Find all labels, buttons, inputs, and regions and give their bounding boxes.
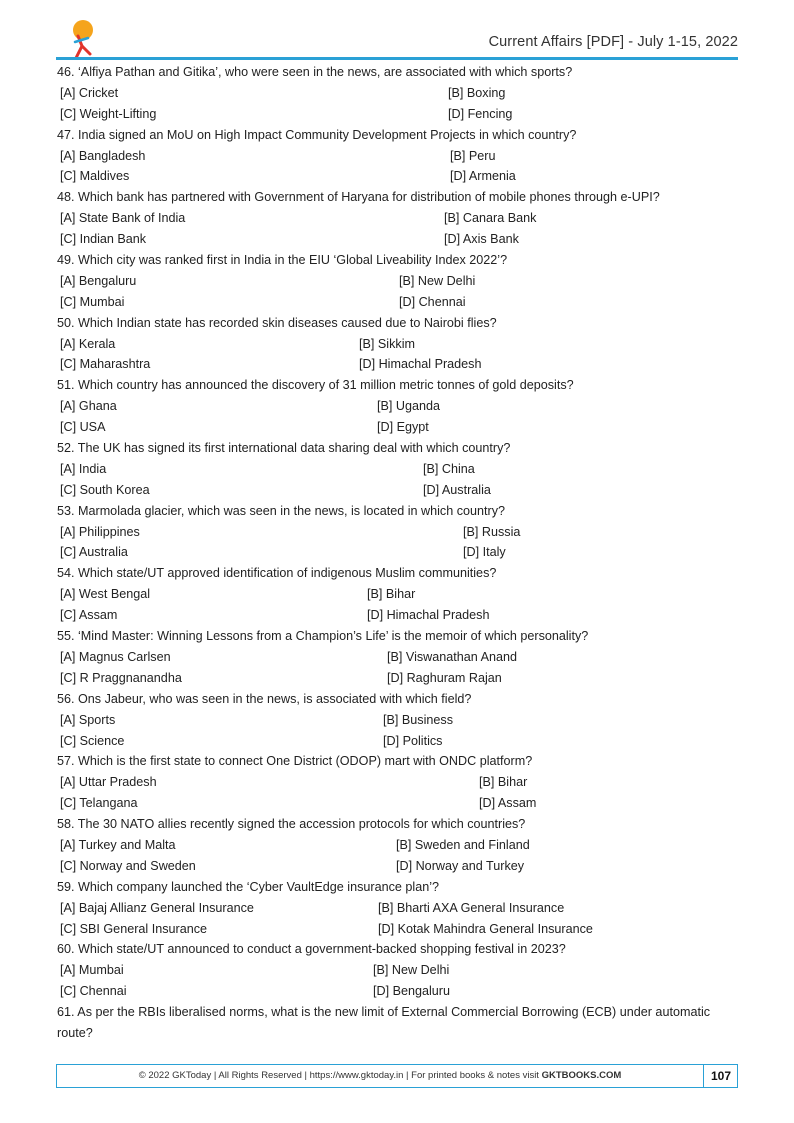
option-b: [B] Bihar [367, 587, 416, 602]
option-d: [D] Bengaluru [373, 984, 451, 999]
option-row [57, 772, 741, 793]
gktoday-logo [66, 18, 100, 62]
option-a: [A] Magnus Carlsen [60, 649, 171, 664]
header-title: Current Affairs [PDF] - July 1-15, 2022 [488, 34, 738, 50]
option-row [57, 146, 741, 167]
option-a: [A] Cricket [60, 85, 119, 100]
option-row [57, 480, 741, 501]
option-row [57, 334, 741, 355]
option-b: [B] Russia [463, 524, 521, 539]
option-c: [C] South Korea [60, 482, 150, 497]
option-row [57, 584, 741, 605]
question-text: 50. Which Indian state has recorded skin diseases caused due to Nairobi flies? [57, 315, 497, 330]
footer-site-link[interactable]: GKTBOOKS.COM [541, 1070, 622, 1081]
option-row [57, 271, 741, 292]
option-b: [B] Peru [450, 148, 496, 163]
option-a: [A] Bengaluru [60, 273, 137, 288]
option-c: [C] Science [60, 733, 125, 748]
option-row [57, 354, 741, 375]
question-text: 55. ‘Mind Master: Winning Lessons from a Champion’s Life’ is the memoir of which personality? [57, 629, 589, 644]
option-b: [B] Uganda [377, 399, 441, 414]
question-text: 46. ‘Alfiya Pathan and Gitika’, who were seen in the news, are associated with which sports? [57, 65, 573, 79]
option-d: [D] Himachal Pradesh [367, 608, 490, 623]
option-d: [D] Armenia [450, 169, 516, 184]
question-text: 48. Which bank has partnered with Government of Haryana for distribution of mobile phones through e-UPI? [57, 190, 660, 205]
option-a: [A] Sports [60, 712, 116, 727]
footer [56, 1064, 738, 1088]
option-c: [C] Chennai [60, 984, 127, 999]
option-d: [D] Assam [479, 796, 537, 811]
option-a: [A] India [60, 461, 107, 476]
option-row [57, 605, 741, 626]
option-b: [B] Boxing [448, 85, 506, 100]
option-d: [D] Australia [423, 482, 491, 497]
question-text: 47. India signed an MoU on High Impact Community Development Projects in which country? [57, 127, 577, 142]
option-b: [B] Viswanathan Anand [387, 649, 518, 664]
option-d: [D] Politics [383, 733, 443, 748]
option-a: [A] Bajaj Allianz General Insurance [60, 900, 254, 915]
option-d: [D] Axis Bank [444, 232, 519, 247]
option-b: [B] Canara Bank [444, 211, 537, 226]
option-a: [A] Ghana [60, 399, 117, 414]
option-c: [C] Indian Bank [60, 232, 147, 247]
option-c: [C] Telangana [60, 796, 138, 811]
option-b: [B] China [423, 461, 475, 476]
option-row [57, 166, 741, 187]
page-number: 107 [710, 1069, 732, 1083]
option-row [57, 793, 741, 814]
option-b: [B] New Delhi [399, 273, 476, 288]
option-a: [A] Bangladesh [60, 148, 146, 163]
option-row [57, 919, 741, 940]
question-text: 49. Which city was ranked first in India in the EIU ‘Global Liveability Index 2022’? [57, 253, 508, 268]
option-c: [C] Maharashtra [60, 357, 151, 372]
option-a: [A] Philippines [60, 524, 140, 539]
question-text: 59. Which company launched the ‘Cyber VaultEdge insurance plan’? [57, 879, 440, 894]
option-c: [C] Australia [60, 545, 128, 560]
option-row [57, 981, 741, 1002]
option-b: [B] Sweden and Finland [396, 837, 530, 852]
option-row [57, 83, 741, 104]
option-row [57, 710, 741, 731]
option-c: [C] R Praggnanandha [60, 670, 182, 685]
option-c: [C] Weight-Lifting [60, 106, 157, 121]
question-text: 60. Which state/UT announced to conduct a government-backed shopping festival in 2023? [57, 942, 566, 957]
header-divider [56, 57, 738, 60]
question-list [57, 62, 741, 1044]
option-row [57, 668, 741, 689]
question-text: 58. The 30 NATO allies recently signed the accession protocols for which countries? [57, 817, 526, 832]
option-d: [D] Raghuram Rajan [387, 670, 502, 685]
option-d: [D] Himachal Pradesh [359, 357, 482, 372]
question-text: 61. As per the RBIs liberalised norms, what is the new limit of External Commercial Borrowing (ECB) under automatic route? [57, 1005, 711, 1040]
question-text: 52. The UK has signed its first international data sharing deal with which country? [57, 441, 511, 456]
option-row [57, 542, 741, 563]
option-a: [A] Mumbai [60, 963, 124, 978]
option-d: [D] Norway and Turkey [396, 858, 525, 873]
footer-divider [703, 1065, 704, 1087]
option-b: [B] Business [383, 712, 453, 727]
option-a: [A] West Bengal [60, 587, 151, 602]
option-row [57, 417, 741, 438]
option-row [57, 229, 741, 250]
question-text: 57. Which is the first state to connect One District (ODOP) mart with ONDC platform? [57, 754, 533, 769]
question-text: 53. Marmolada glacier, which was seen in the news, is located in which country? [57, 503, 506, 518]
option-c: [C] Mumbai [60, 294, 125, 309]
option-row [57, 459, 741, 480]
question-text: 56. Ons Jabeur, who was seen in the news, is associated with which field? [57, 691, 472, 706]
option-row [57, 522, 741, 543]
option-d: [D] Chennai [399, 294, 466, 309]
option-a: [A] State Bank of India [60, 211, 186, 226]
option-row [57, 898, 741, 919]
question-text: 54. Which state/UT approved identification of indigenous Muslim communities? [57, 566, 497, 581]
option-row [57, 835, 741, 856]
option-row [57, 104, 741, 125]
option-row [57, 856, 741, 877]
option-c: [C] USA [60, 420, 106, 435]
option-a: [A] Kerala [60, 336, 116, 351]
option-b: [B] New Delhi [373, 963, 450, 978]
option-a: [A] Turkey and Malta [60, 837, 176, 852]
option-row [57, 731, 741, 752]
footer-copyright: © 2022 GKToday | All Rights Reserved | https://www.gktoday.in | For printed books & notes visit GKTBOOKS.COM [138, 1070, 622, 1081]
option-b: [B] Sikkim [359, 336, 415, 351]
option-c: [C] Norway and Sweden [60, 858, 196, 873]
option-d: [D] Fencing [448, 106, 513, 121]
option-c: [C] Maldives [60, 169, 130, 184]
option-a: [A] Uttar Pradesh [60, 775, 157, 790]
option-b: [B] Bharti AXA General Insurance [378, 900, 565, 915]
option-d: [D] Egypt [377, 420, 429, 435]
option-c: [C] Assam [60, 608, 118, 623]
option-row [57, 396, 741, 417]
option-d: [D] Kotak Mahindra General Insurance [378, 921, 593, 936]
question-text: 51. Which country has announced the discovery of 31 million metric tonnes of gold deposits? [57, 378, 574, 393]
option-row [57, 960, 741, 981]
option-row [57, 208, 741, 229]
option-row [57, 292, 741, 313]
option-row [57, 647, 741, 668]
option-d: [D] Italy [463, 545, 506, 560]
option-c: [C] SBI General Insurance [60, 921, 207, 936]
option-b: [B] Bihar [479, 775, 528, 790]
